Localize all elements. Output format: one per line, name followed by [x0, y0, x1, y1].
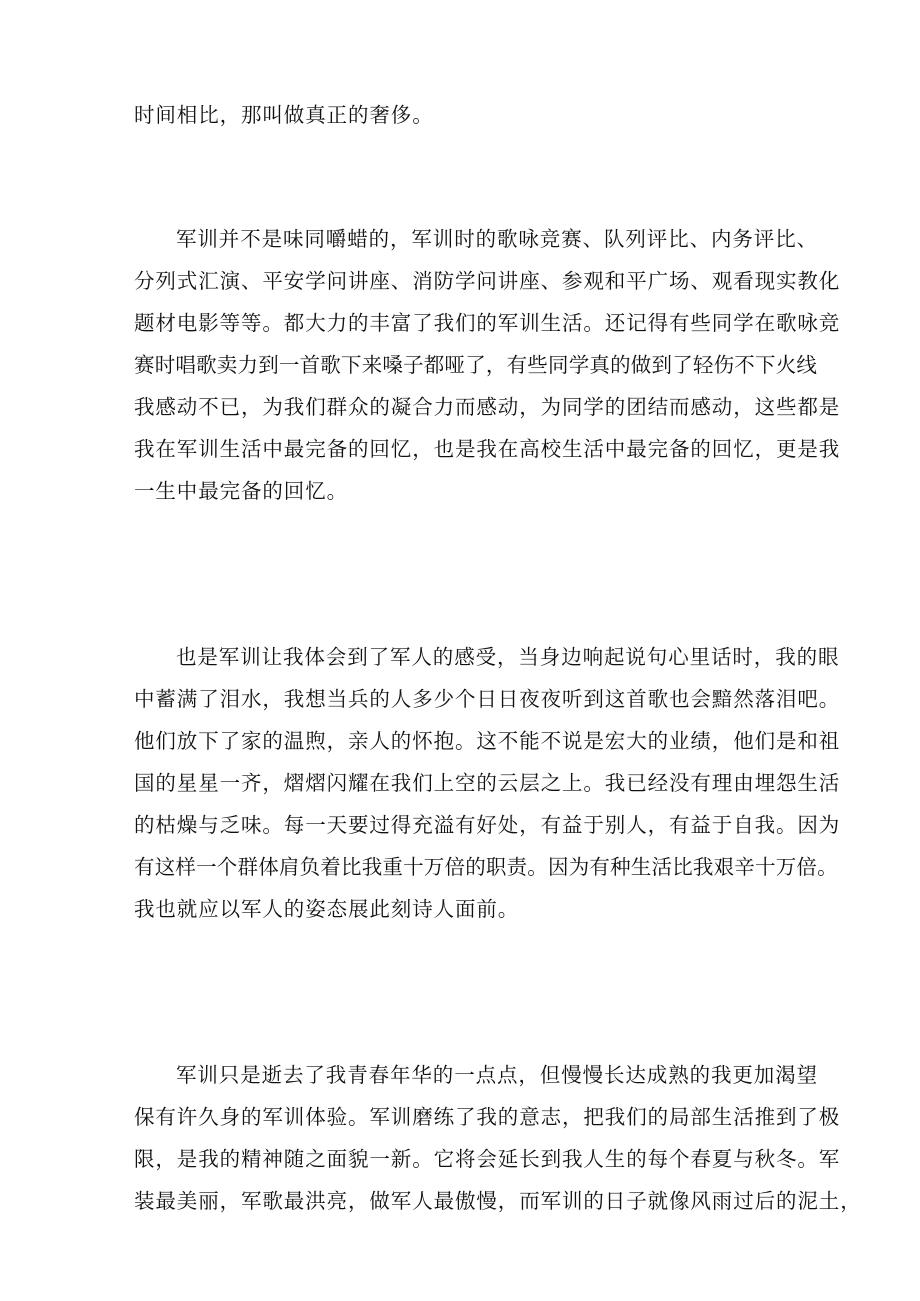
- paragraph-2-line-3: 题材电影等等。都大力的丰富了我们的军训生活。还记得有些同学在歌咏竞: [134, 311, 841, 335]
- paragraph-4-line-1: 军训只是逝去了我青春年华的一点点，但慢慢长达成熟的我更加渴望: [176, 1063, 818, 1087]
- paragraph-2-line-1: 军训并不是味同嚼蜡的，军训时的歌咏竞赛、队列评比、内务评比、: [176, 227, 818, 251]
- paragraph-3-line-2: 中蓄满了泪水，我想当兵的人多少个日日夜夜听到这首歌也会黯然落泪吧。: [134, 687, 841, 711]
- paragraph-2-line-4: 赛时唱歌卖力到一首歌下来嗓子都哑了，有些同学真的做到了轻伤不下火线: [134, 353, 818, 377]
- paragraph-2-line-7: 一生中最完备的回忆。: [134, 479, 348, 503]
- paragraph-1-line-1: 时间相比，那叫做真正的奢侈。: [134, 103, 434, 127]
- paragraph-3-line-7: 我也就应以军人的姿态展此刻诗人面前。: [134, 897, 520, 921]
- paragraph-4-line-2: 保有许久身的军训体验。军训磨练了我的意志，把我们的局部生活推到了极: [134, 1105, 841, 1129]
- paragraph-3-line-3: 他们放下了家的温煦，亲人的怀抱。这不能不说是宏大的业绩，他们是和祖: [134, 729, 841, 753]
- paragraph-3-line-4: 国的星星一齐，熠熠闪耀在我们上空的云层之上。我已经没有理由埋怨生活: [134, 771, 841, 795]
- paragraph-3-line-6: 有这样一个群体肩负着比我重十万倍的职责。因为有种生活比我艰辛十万倍。: [134, 855, 838, 879]
- paragraph-4-line-3: 限，是我的精神随之面貌一新。它将会延长到我人生的每个春夏与秋冬。军: [134, 1147, 841, 1171]
- paragraph-4-line-4: 装最美丽，军歌最洪亮，做军人最傲慢，而军训的日子就像风雨过后的泥土，: [134, 1189, 862, 1213]
- paragraph-2-line-6: 我在军训生活中最完备的回忆，也是我在高校生活中最完备的回忆，更是我: [134, 437, 841, 461]
- paragraph-3-line-5: 的枯燥与乏味。每一天要过得充溢有好处，有益于别人，有益于自我。因为: [134, 813, 841, 837]
- paragraph-2-line-2: 分列式汇演、平安学问讲座、消防学问讲座、参观和平广场、观看现实教化: [134, 269, 841, 293]
- paragraph-2-line-5: 我感动不已，为我们群众的凝合力而感动，为同学的团结而感动，这些都是: [134, 395, 841, 419]
- paragraph-3-line-1: 也是军训让我体会到了军人的感受，当身边响起说句心里话时，我的眼: [176, 645, 840, 669]
